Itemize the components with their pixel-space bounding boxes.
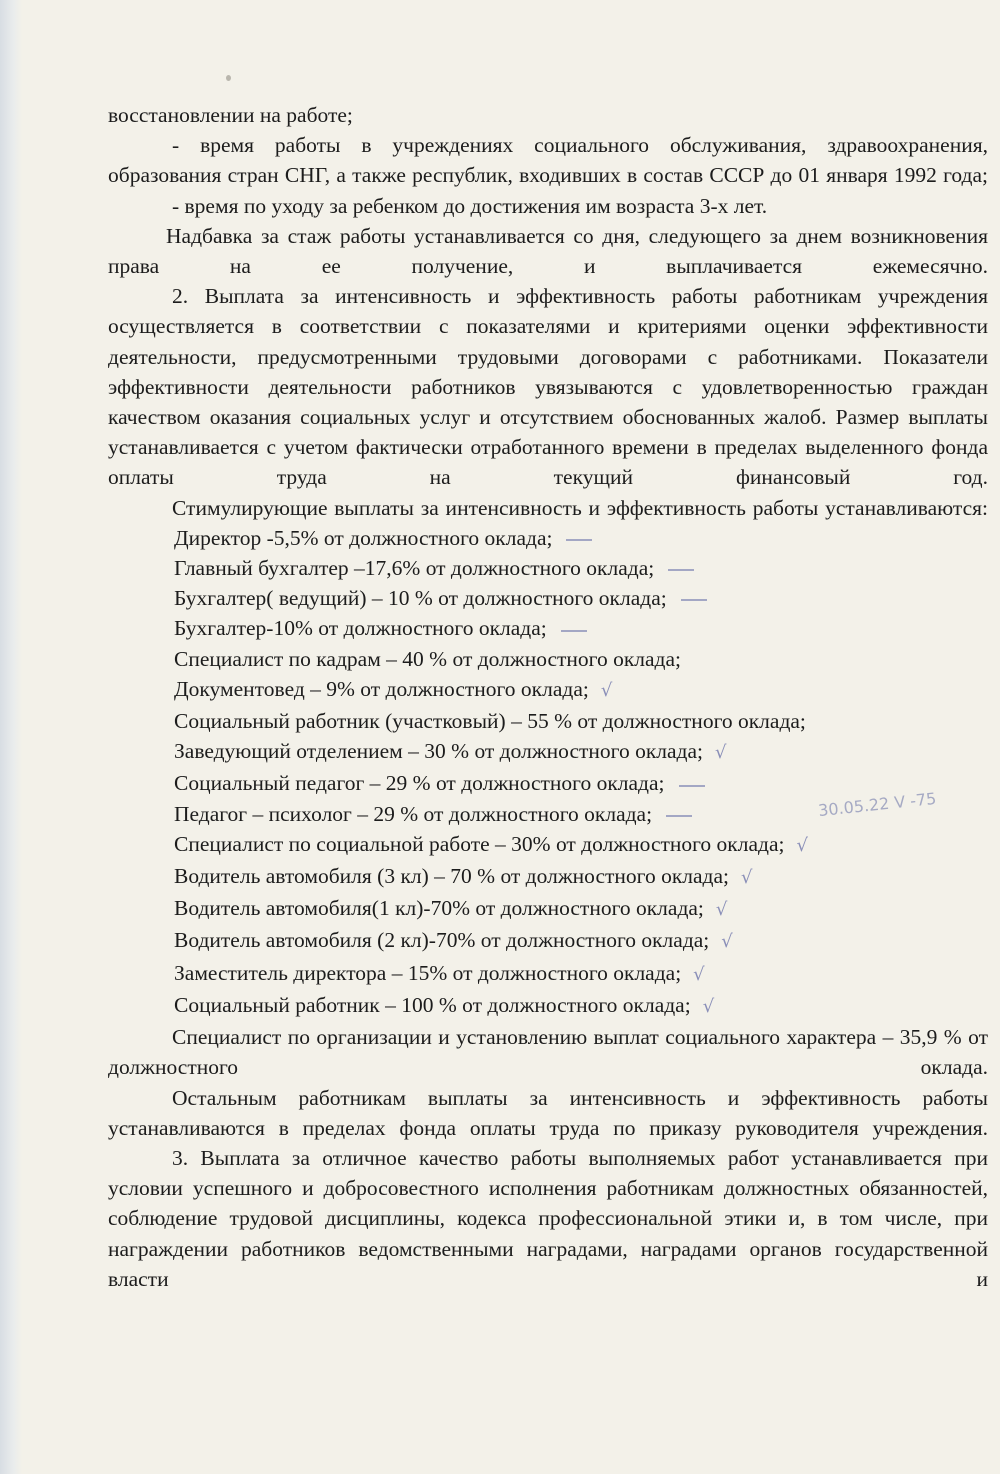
checkmark-icon: √	[741, 867, 753, 889]
position-item	[108, 861, 988, 893]
position-item	[108, 674, 988, 706]
section-3-paragraph: 3. Выплата за отличное качество работы выполняемых работ устанавливается при условии успешного и добросовестного исполнения работникам должностных обязанностей, соблюдение трудовой дисциплины, кодекса профессиональной этики и, в том числе, при награждении работников ведомственными наградами, наградами органов государственной власти и	[108, 1145, 988, 1291]
position-text: Главный бухгалтер –17,6% от должностного оклада;	[174, 556, 655, 581]
section-2-paragraph: 2. Выплата за интенсивность и эффективность работы работникам учреждения осуществляется в соответствии с показателями и критериями оценки эффективности деятельности, предусмотренными трудовыми договорами с работниками. Показатели эффективности деятельности работников увязываются с удовлетворенностью граждан качеством оказания социальных услуг и отсутствием обоснованных жалоб. Размер выплаты устанавливается с учетом фактически отработанного времени в пределах выделенного фонда оплаты труда на текущий финансовый год.	[108, 284, 988, 490]
position-item	[108, 893, 988, 925]
position-item	[108, 553, 988, 583]
bullet-cis-service: - время работы в учреждениях социального обслуживания, здравоохранения, образования стран СНГ, а также республик, входивших в состав СССР до 01 января 1992 года;	[108, 133, 988, 188]
position-text: Специалист по кадрам – 40 % от должностного оклада;	[174, 646, 682, 671]
specialist-paragraph: Специалист по организации и установлению выплат социального характера – 35,9 % от должностного оклада.	[108, 1025, 988, 1080]
document-page	[108, 100, 988, 1294]
dash-mark-icon	[566, 539, 592, 541]
checkmark-icon: √	[693, 963, 705, 985]
position-item	[108, 583, 988, 613]
position-text: Социальный работник – 100 % от должностного оклада;	[174, 992, 691, 1017]
position-text: Социальный работник (участковый) – 55 % от должностного оклада;	[174, 709, 806, 734]
position-text: Документовед – 9% от должностного оклада;	[174, 676, 589, 701]
checkmark-icon: √	[715, 742, 727, 764]
position-item	[108, 523, 988, 553]
position-text: Водитель автомобиля(1 кл)-70% от должностного оклада;	[174, 896, 704, 921]
position-item	[108, 736, 988, 768]
position-text: Специалист по социальной работе – 30% от должностного оклада;	[174, 831, 785, 856]
checkmark-icon: √	[721, 931, 733, 953]
checkmark-icon: √	[796, 834, 808, 856]
position-text: Заведующий отделением – 30 % от должностного оклада;	[174, 739, 703, 764]
scan-speck	[226, 75, 231, 81]
position-item	[108, 990, 988, 1022]
position-item	[108, 925, 988, 957]
positions-list	[108, 523, 988, 1022]
checkmark-icon: √	[600, 679, 613, 701]
position-item	[108, 706, 988, 736]
allowance-paragraph: Надбавка за стаж работы устанавливается со дня, следующего за днем возникновения права на ее получение, и выплачивается ежемесячно.	[108, 223, 988, 279]
bullet-childcare: - время по уходу за ребенком до достижения им возраста 3-х лет.	[172, 193, 768, 218]
position-text: Бухгалтер( ведущий) – 10 % от должностного оклада;	[174, 586, 667, 611]
position-text: Водитель автомобиля (3 кл) – 70 % от должностного оклада;	[174, 864, 729, 889]
position-item	[108, 958, 988, 990]
position-item	[108, 613, 988, 643]
dash-mark-icon	[666, 815, 692, 817]
position-text: Заместитель директора – 15% от должностного оклада;	[174, 960, 682, 985]
dash-mark-icon	[668, 569, 694, 571]
position-text: Бухгалтер-10% от должностного оклада;	[174, 616, 547, 641]
position-text: Социальный педагог – 29 % от должностного оклада;	[174, 771, 665, 796]
stimulus-intro: Стимулирующие выплаты за интенсивность и эффективность работы устанавливаются:	[172, 495, 988, 520]
position-item	[108, 768, 988, 798]
position-text: Водитель автомобиля (2 кл)-70% от должностного оклада;	[174, 928, 710, 953]
handwritten-note: 30.05.22 V -75	[817, 788, 938, 821]
position-item	[108, 644, 988, 674]
position-item	[108, 829, 988, 861]
checkmark-icon: √	[715, 899, 728, 921]
scan-edge-shadow	[0, 0, 22, 1474]
dash-mark-icon	[561, 630, 587, 632]
position-text: Директор -5,5% от должностного оклада;	[174, 525, 553, 550]
dash-mark-icon	[681, 599, 707, 601]
checkmark-icon: √	[702, 995, 715, 1017]
others-paragraph: Остальным работникам выплаты за интенсивность и эффективность работы устанавливаются в пределах фонда оплаты труда по приказу руководителя учреждения.	[108, 1085, 988, 1140]
text-line-reinstatement: восстановлении на работе;	[108, 103, 353, 127]
position-text: Педагог – психолог – 29 % от должностного оклада;	[174, 801, 653, 826]
dash-mark-icon	[679, 785, 705, 787]
